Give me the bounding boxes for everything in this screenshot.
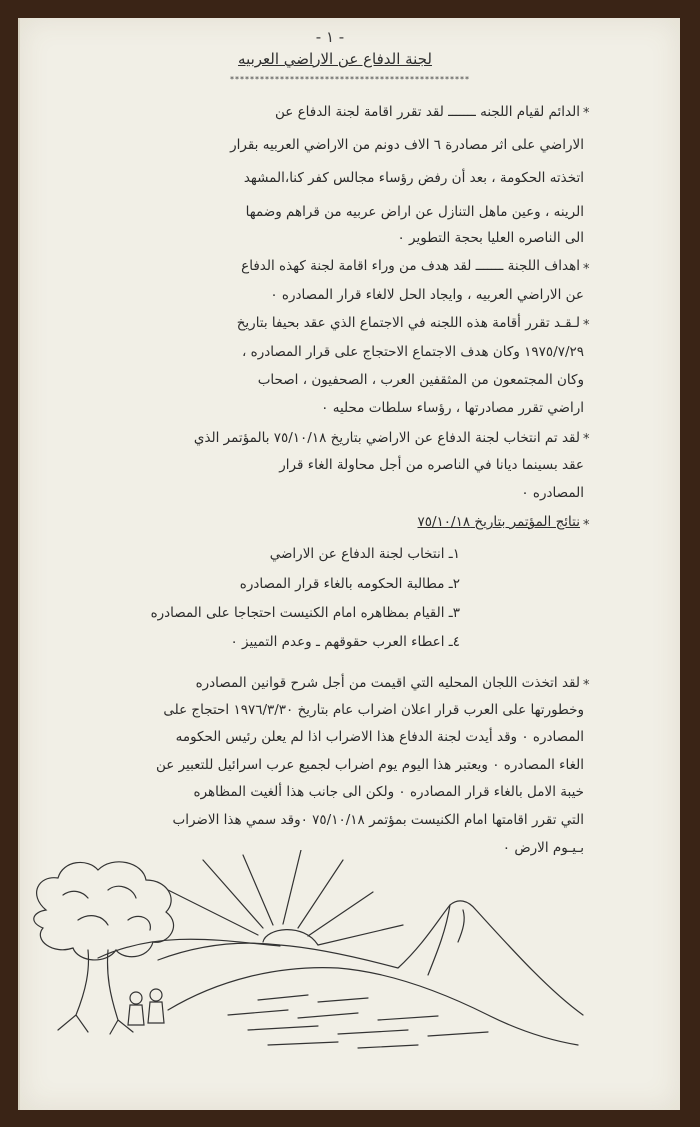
result-item-1: ١ـ انتخاب لجنة الدفاع عن الاراضي xyxy=(269,546,460,562)
bullet-6: * xyxy=(583,678,590,693)
section-2-line-2: عن الاراضي العربيه ، وايجاد الحل لالغاء قرار المصادره ٠ xyxy=(270,287,584,303)
section-6-line-5: خيبة الامل بالغاء قرار المصادره ٠ ولكن الى جانب هذا ألغيت المظاهره xyxy=(193,784,584,800)
section-1-line-3: اتخذته الحكومة ، بعد أن رفض رؤساء مجالس كفر كنا،المشهد xyxy=(243,170,584,186)
sun xyxy=(263,930,318,945)
section-5-heading: نتائج المؤتمر بتاريخ ٧٥/١٠/١٨ xyxy=(417,514,580,530)
result-item-2: ٢ـ مطالبة الحكومه بالغاء قرار المصادره xyxy=(239,576,460,592)
hills xyxy=(158,901,583,1015)
section-4-line-2: عقد بسينما ديانا في الناصره من أجل محاولة الغاء قرار xyxy=(279,457,584,473)
section-2-line-1: اهداف اللجنة ـــــــ لقد هدف من وراء اقامة لجنة كهذه الدفاع xyxy=(241,258,580,274)
figure-1 xyxy=(130,992,142,1004)
page-number: - ١ - xyxy=(315,28,345,46)
section-6-line-2: وخطورتها على العرب قرار اعلان اضراب عام بتاريخ ١٩٧٦/٣/٣٠ احتجاج على xyxy=(163,702,584,718)
bullet-5: * xyxy=(583,518,590,533)
section-1-line-1: الدائم لقيام اللجنه ـــــــ لقد تقرر اقامة لجنة الدفاع عن xyxy=(274,104,580,120)
grass-strokes xyxy=(228,995,488,1048)
section-1-line-2: الاراضي على اثر مصادرة ٦ الاف دونم من الاراضي العربيه بقرار xyxy=(230,137,584,153)
section-6-line-7: بـيـوم الارض ٠ xyxy=(502,840,584,856)
bullet-2: * xyxy=(583,262,590,277)
star-divider: ************************************************ xyxy=(230,75,470,84)
bullet-3: * xyxy=(583,318,590,333)
sun-rays xyxy=(168,850,403,945)
figure-2 xyxy=(150,989,162,1001)
result-item-4: ٤ـ اعطاء العرب حقوقهم ـ وعدم التمييز ٠ xyxy=(230,634,460,650)
section-1-line-5: الى الناصره العليا بحجة التطوير ٠ xyxy=(397,230,584,246)
section-6-line-6: التي تقرر اقامتها امام الكنيست بمؤتمر ٧٥/١٠/١٨ ٠وقد سمي هذا الاضراب xyxy=(172,812,584,828)
section-6-line-4: الغاء المصادره ٠ ويعتبر هذا اليوم يوم اضراب لجميع عرب اسرائيل للتعبير عن xyxy=(155,757,584,773)
section-4-line-1: لقد تم انتخاب لجنة الدفاع عن الاراضي بتاريخ ٧٥/١٠/١٨ بالمؤتمر الذي xyxy=(193,430,580,446)
tree-trunk xyxy=(58,950,133,1034)
document-title: لجنة الدفاع عن الاراضي العربيه xyxy=(238,50,432,68)
section-6-line-1: لقد اتخذت اللجان المحليه التي اقيمت من أجل شرح قوانين المصادره xyxy=(195,675,580,691)
tree-canopy xyxy=(34,862,174,960)
bullet-4: * xyxy=(583,432,590,447)
result-item-3: ٣ـ القيام بمظاهره امام الكنيست احتجاجا على المصادره xyxy=(150,605,460,621)
section-4-line-3: المصادره ٠ xyxy=(521,485,584,501)
section-3-line-4: اراضي تقرر مصادرتها ، رؤساء سلطات محليه ٠ xyxy=(321,400,584,416)
section-3-line-1: لـقـد تقرر أقامة هذه اللجنه في الاجتماع الذي عقد بحيفا بتاريخ xyxy=(236,315,580,331)
land-day-sketch xyxy=(18,850,638,1060)
section-6-line-3: المصادره ٠ وقد أيدت لجنة الدفاع هذا الاضراب اذا لم يعلن رئيس الحكومه xyxy=(175,729,584,745)
section-3-line-3: وكان المجتمعون من المثقفين العرب ، الصحفيون ، اصحاب xyxy=(257,372,584,388)
section-1-line-4: الرينه ، وعين ماهل التنازل عن اراض عربيه من قراهم وضمها xyxy=(245,204,584,220)
bullet-1: * xyxy=(583,106,590,121)
section-3-line-2: ١٩٧٥/٧/٢٩ وكان هدف الاجتماع الاحتجاج على قرار المصادره ، xyxy=(241,344,584,360)
